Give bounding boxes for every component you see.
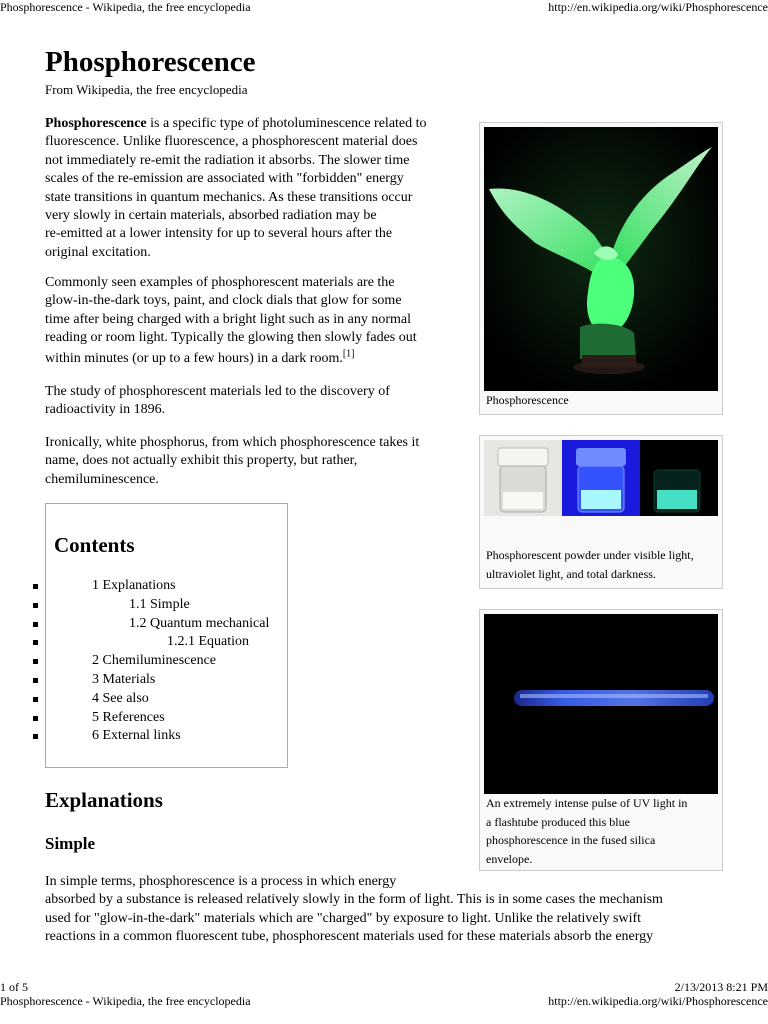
toc-link[interactable]: 1.1 Simple [129, 596, 190, 612]
intro-paragraph [45, 115, 465, 262]
para-line: name, does not actually exhibit this property, but rather, [45, 453, 358, 469]
simple-paragraph [45, 873, 725, 947]
toc-link[interactable]: 1.2 Quantum mechanical [129, 615, 270, 631]
figure-flashtube [479, 609, 723, 871]
figure-caption: An extremely intense pulse of UV light in a flashtube produced this blue phosphorescence in the fused silica envelope. [486, 796, 688, 866]
para-line: chemiluminescence. [45, 471, 159, 487]
toc-item-external-links [46, 727, 287, 746]
para-line: glow-in-the-dark toys, paint, and clock dials that glow for some [45, 293, 402, 309]
para-line: within minutes (or up to a few hours) in a dark room.[1] [45, 347, 355, 366]
para-line: reading or room light. Typically the glowing then slowly fades out [45, 330, 417, 346]
intro-line: re-emitted at a lower intensity for up to several hours after the [45, 226, 393, 242]
toc-link[interactable]: 3 Materials [92, 671, 156, 687]
para-line: absorbed by a substance is released relatively slowly in the form of light. This is in some cases the mechanism [45, 892, 663, 908]
toc-heading: Contents [54, 533, 135, 557]
radioactivity-paragraph [45, 383, 465, 420]
section-heading-explanations: Explanations [45, 788, 163, 812]
para-line: time after being charged with a bright light such as in any normal [45, 311, 411, 327]
intro-line: state transitions in quantum mechanics. As these transitions occur [45, 189, 413, 205]
toc-link[interactable]: 5 References [92, 709, 165, 725]
header-url[interactable]: http://en.wikipedia.org/wiki/Phosphorescence [548, 0, 768, 14]
article-title: Phosphorescence [45, 46, 256, 78]
toc-item-materials [46, 671, 287, 690]
table-of-contents [45, 503, 288, 768]
toc-item-simple [46, 596, 287, 615]
article-subtitle: From Wikipedia, the free encyclopedia [45, 82, 248, 97]
phosphorescent-powder-jars-image[interactable] [484, 440, 718, 516]
para-line: Commonly seen examples of phosphorescent materials are the [45, 275, 395, 290]
toc-item-explanations [46, 577, 287, 596]
para-line: radioactivity in 1896. [45, 402, 166, 418]
toc-list [46, 577, 287, 746]
footer-page-title: Phosphorescence - Wikipedia, the free encyclopedia [0, 994, 251, 1008]
subsection-heading-simple: Simple [45, 834, 96, 853]
toc-link[interactable]: 2 Chemiluminescence [92, 653, 217, 669]
figure-caption: Phosphorescence [486, 393, 569, 407]
footer-page-count: 1 of 5 [0, 980, 28, 994]
toc-item-references [46, 709, 287, 728]
figure-powder-jars [479, 435, 723, 589]
figure-caption: Phosphorescent powder under visible light, ultraviolet light, and total darkness. [486, 548, 694, 581]
intro-line: very slowly in certain materials, absorbed radiation may be [45, 208, 377, 224]
reference-link[interactable]: [1] [342, 347, 355, 359]
toc-link[interactable]: 6 External links [92, 728, 181, 744]
footer-url[interactable]: http://en.wikipedia.org/wiki/Phosphorescence [548, 994, 768, 1008]
footer-timestamp: 2/13/2013 8:21 PM [674, 980, 768, 994]
intro-line: scales of the re-emission are associated with "forbidden" energy [45, 171, 404, 187]
toc-item-chemiluminescence [46, 652, 287, 671]
examples-paragraph [45, 274, 465, 368]
flashtube-image[interactable] [484, 614, 718, 794]
para-line: reactions in a common fluorescent tube, phosphorescent materials used for these materials absorb the energy [45, 929, 654, 945]
toc-link[interactable]: 1.2.1 Equation [167, 634, 250, 650]
toc-item-see-also [46, 690, 287, 709]
para-line: Ironically, white phosphorus, from which phosphorescence takes it [45, 435, 420, 450]
figure-eagle [479, 122, 723, 415]
glowing-eagle-image[interactable] [484, 127, 718, 391]
toc-item-equation [46, 633, 287, 652]
toc-item-quantum-mechanical [46, 615, 287, 634]
intro-bold-term: Phosphorescence [45, 116, 147, 131]
para-line: The study of phosphorescent materials led to the discovery of [45, 384, 390, 399]
header-page-title: Phosphorescence - Wikipedia, the free encyclopedia [0, 0, 251, 14]
intro-line: not immediately re-emit the radiation it absorbs. The slower time [45, 152, 410, 168]
para-line: In simple terms, phosphorescence is a process in which energy [45, 874, 397, 889]
toc-link[interactable]: 1 Explanations [92, 578, 176, 593]
toc-link[interactable]: 4 See also [92, 690, 149, 706]
phosphorus-paragraph [45, 434, 465, 489]
intro-line: fluorescence. Unlike fluorescence, a phosphorescent material does [45, 134, 418, 150]
para-line: used for "glow-in-the-dark" materials which are "charged" by exposure to light. Unlike the relatively swift [45, 910, 642, 926]
intro-line-1: Phosphorescence is a specific type of photoluminescence related to [45, 116, 427, 131]
intro-line: original excitation. [45, 244, 151, 260]
